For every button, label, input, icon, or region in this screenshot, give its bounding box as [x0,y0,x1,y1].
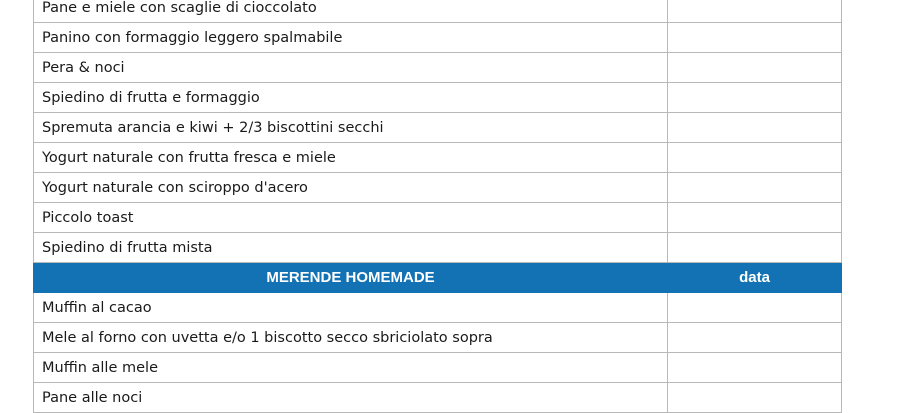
snack-item-label: Muffin alle mele [34,353,668,383]
date-cell[interactable] [668,203,842,233]
table-row [34,53,842,83]
snack-item-label: Spiedino di frutta e formaggio [34,83,668,113]
table-row [34,353,842,383]
snack-item-label: Yogurt naturale con frutta fresca e miele [34,143,668,173]
date-cell[interactable] [668,173,842,203]
snack-item-label: Piccolo toast [34,203,668,233]
snack-item-label: Muffin al cacao [34,293,668,323]
section-header-row [34,263,842,293]
snack-item-label: Panino con formaggio leggero spalmabile [34,23,668,53]
date-cell[interactable] [668,293,842,323]
date-cell[interactable] [668,23,842,53]
date-column-header: data [668,263,842,293]
table-row [34,293,842,323]
table-row [34,0,842,23]
snack-item-label: Spremuta arancia e kiwi + 2/3 biscottini secchi [34,113,668,143]
date-cell[interactable] [668,323,842,353]
date-cell[interactable] [668,383,842,413]
snack-item-label: Mele al forno con uvetta e/o 1 biscotto secco sbriciolato sopra [34,323,668,353]
date-cell[interactable] [668,353,842,383]
table-row [34,203,842,233]
snack-item-label: Spiedino di frutta mista [34,233,668,263]
snack-item-label: Yogurt naturale con sciroppo d'acero [34,173,668,203]
date-cell[interactable] [668,53,842,83]
table-row [34,83,842,113]
snack-checklist-table [33,0,842,413]
table-row [34,113,842,143]
date-cell[interactable] [668,0,842,23]
table-row [34,23,842,53]
table-row [34,323,842,353]
table-row [34,143,842,173]
snack-item-label: Pera & noci [34,53,668,83]
table-row [34,383,842,413]
date-cell[interactable] [668,113,842,143]
snack-item-label: Pane e miele con scaglie di cioccolato [34,0,668,23]
date-cell[interactable] [668,233,842,263]
snack-item-label: Pane alle noci [34,383,668,413]
date-cell[interactable] [668,143,842,173]
table-row [34,233,842,263]
table-row [34,173,842,203]
section-title: MERENDE HOMEMADE [34,263,668,293]
date-cell[interactable] [668,83,842,113]
